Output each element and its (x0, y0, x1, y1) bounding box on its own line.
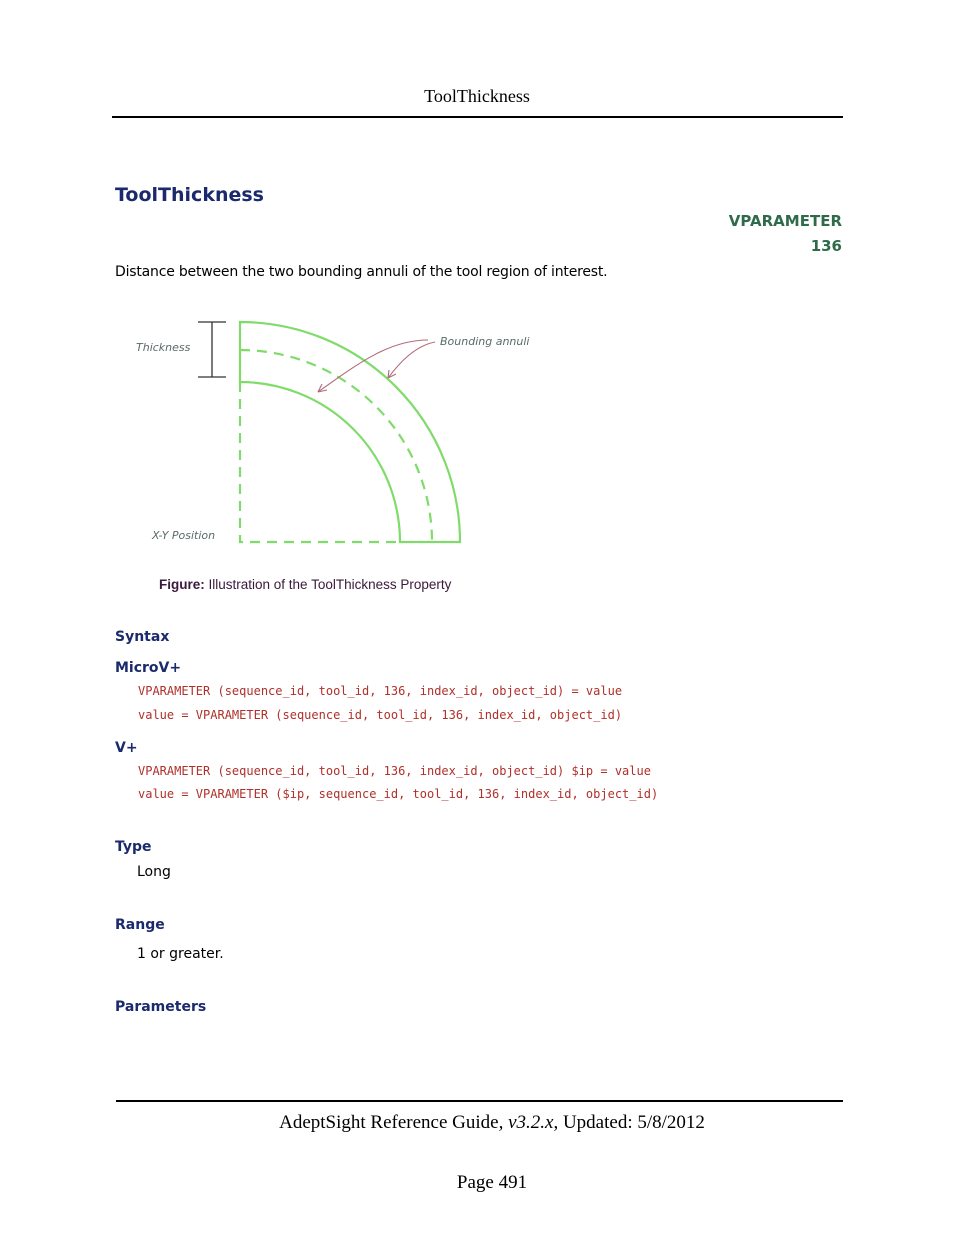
bounding-arrows (318, 340, 435, 392)
caption-lead: Figure: (159, 577, 205, 592)
running-header: ToolThickness (424, 86, 530, 106)
guide-name: AdeptSight Reference Guide (279, 1112, 499, 1133)
caption-text: Illustration of the ToolThickness Property (204, 577, 452, 592)
microv-code-line-1: VPARAMETER (sequence_id, tool_id, 136, index_id, object_id) = value (138, 684, 623, 698)
annulus-illustration (130, 312, 550, 552)
figure-caption (159, 577, 451, 592)
type-value: Long (137, 864, 171, 880)
thickness-bracket (198, 322, 226, 377)
footer-rule (116, 1100, 843, 1102)
type-heading: Type (115, 839, 152, 855)
page-title: ToolThickness (115, 184, 264, 206)
vparameter-number: 136 (810, 237, 842, 255)
range-value: 1 or greater. (137, 946, 224, 962)
range-heading: Range (115, 917, 165, 933)
microv-heading: MicroV+ (115, 660, 182, 676)
bounding-annuli-label: Bounding annuli (440, 335, 530, 348)
vparameter-block (729, 209, 842, 259)
thickness-label: Thickness (136, 341, 191, 354)
xy-position-label: X-Y Position (152, 529, 216, 542)
guide-updated: , Updated: 5/8/2012 (553, 1112, 705, 1133)
vplus-code-line-1: VPARAMETER (sequence_id, tool_id, 136, index_id, object_id) $ip = value (138, 764, 651, 778)
tool-thickness-figure (130, 312, 550, 552)
vplus-heading: V+ (115, 740, 138, 756)
microv-code-line-2: value = VPARAMETER (sequence_id, tool_id, 136, index_id, object_id) (138, 708, 623, 722)
footer-guide-line (0, 1112, 954, 1134)
property-description: Distance between the two bounding annuli of the tool region of interest. (115, 264, 608, 280)
guide-version: , v3.2.x (498, 1112, 554, 1133)
header-rule (112, 116, 843, 118)
syntax-heading: Syntax (115, 629, 170, 645)
tool-annulus-outline (240, 322, 460, 542)
dashed-radius-lines (240, 382, 400, 542)
page-number: Page 491 (456, 1172, 528, 1193)
vplus-code-line-2: value = VPARAMETER ($ip, sequence_id, tool_id, 136, index_id, object_id) (138, 787, 659, 801)
parameters-heading: Parameters (115, 999, 207, 1015)
vparameter-label: VPARAMETER (728, 212, 842, 230)
